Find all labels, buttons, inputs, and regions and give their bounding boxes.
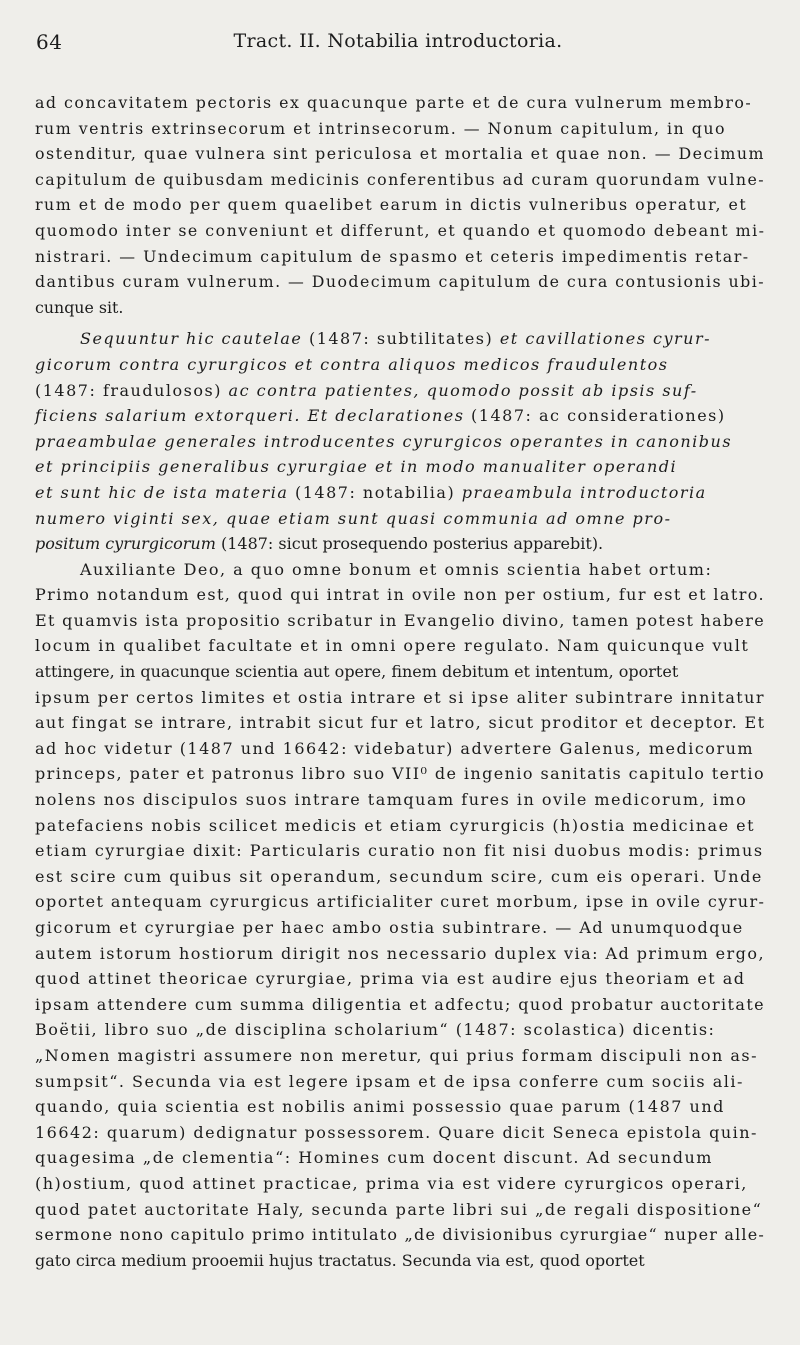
text-line: 16642: quarum) dedignatur possessorem. Quare dicit Seneca epistola quin- xyxy=(35,1122,758,1142)
paragraph-chapter-list xyxy=(35,90,765,320)
paragraph-sequuntur xyxy=(35,326,765,556)
text-line: quagesima „de clementia“: Homines cum docent discunt. Ad secundum xyxy=(35,1148,713,1168)
italic-span: Sequuntur hic cautelae xyxy=(80,329,303,349)
roman-span: (1487: ac considerationes) xyxy=(464,406,726,426)
text-line xyxy=(35,480,765,506)
roman-span: (1487: notabilia) xyxy=(288,482,462,502)
text-line xyxy=(35,403,765,429)
text-block xyxy=(35,90,765,1273)
text-line: attingere, in quacunque scientia aut opere, finem debitum et intentum, oportet xyxy=(35,662,679,682)
text-line: quod patet auctoritate Haly, secunda parte libri sui „de regali dispositione“ xyxy=(35,1199,763,1219)
text-line: quomodo inter se conveniunt et differunt, et quando et quomodo debeant mi- xyxy=(35,220,766,240)
text-line: gato circa medium prooemii hujus tractatus. Secunda via est, quod oportet xyxy=(35,1250,645,1270)
text-line: princeps, pater et patronus libro suo VII⁰ de ingenio sanitatis capitulo tertio xyxy=(35,764,766,784)
text-line: Boëtii, libro suo „de disciplina scholarium“ (1487: scolastica) dicentis: xyxy=(35,1020,716,1040)
italic-span: positum cyrurgicorum xyxy=(35,534,216,554)
text-line: gicorum et cyrurgiae per haec ambo ostia subintrare. — Ad unumquodque xyxy=(35,918,744,937)
text-line: Auxiliante Deo, a quo omne bonum et omnis scientia habet ortum: xyxy=(80,559,713,579)
text-line: quando, quia scientia est nobilis animi possessio quae parum (1487 und xyxy=(35,1097,725,1117)
paragraph-auxiliante xyxy=(35,557,765,1274)
page-number: 64 xyxy=(36,30,63,54)
italic-span: et sunt hic de ista materia xyxy=(35,482,289,502)
text-line: rum et de modo per quem quaelibet earum in dictis vulneribus operatur, et xyxy=(35,195,748,215)
text-line: capitulum de quibusdam medicinis conferentibus ad curam quorundam vulne- xyxy=(35,169,766,189)
running-title: Tract. II. Notabilia introductoria. xyxy=(233,30,563,52)
text-line: aut fingat se intrare, intrabit sicut fur et latro, sicut proditor et deceptor. Et xyxy=(35,713,766,733)
text-line: locum in qualibet facultate et in omni opere regulato. Nam quicunque vult xyxy=(35,636,750,656)
roman-span: (1487: sicut prosequendo posterius apparebit). xyxy=(215,534,604,554)
text-line: Et quamvis ista propositio scribatur in Evangelio divino, tamen potest habere xyxy=(35,610,766,630)
italic-span: ac contra patientes, quomodo possit ab ipsis suf- xyxy=(228,380,698,400)
text-line: patefaciens nobis scilicet medicis et etiam cyrurgicis (h)ostia medicinae et xyxy=(35,815,756,835)
text-line: sermone nono capitulo primo intitulato „de divisionibus cyrurgiae“ nuper alle- xyxy=(35,1225,765,1245)
text-line: sumpsit“. Secunda via est legere ipsam et de ipsa conferre cum sociis ali- xyxy=(35,1071,744,1091)
text-line xyxy=(35,326,765,352)
text-line: gicorum contra cyrurgicos et contra aliquos medicos fraudulentos xyxy=(35,354,669,374)
text-line: (h)ostium, quod attinet practicae, prima via est videre cyrurgicos operari, xyxy=(35,1173,748,1193)
text-line xyxy=(35,531,765,557)
text-line: ad hoc videtur (1487 und 16642: videbatur) advertere Galenus, medicorum xyxy=(35,738,755,758)
text-line: etiam cyrurgiae dixit: Particularis curatio non fit nisi duobus modis: primus xyxy=(35,841,764,861)
text-line: ipsam attendere cum summa diligentia et adfectu; quod probatur auctoritate xyxy=(35,994,766,1014)
text-line: numero viginti sex, quae etiam sunt quasi communia ad omne pro- xyxy=(35,508,672,528)
running-head xyxy=(36,30,760,60)
text-line: autem istorum hostiorum dirigit nos necessario duplex via: Ad primum ergo, xyxy=(35,943,765,963)
text-line: ad concavitatem pectoris ex quacunque parte et de cura vulnerum membro- xyxy=(35,93,753,112)
text-line: nolens nos discipulos suos intrare tamquam fures in ovile medicorum, imo xyxy=(35,790,748,810)
italic-span: et cavillationes cyrur- xyxy=(499,329,711,349)
text-line: dantibus curam vulnerum. — Duodecimum capitulum de cura contusionis ubi- xyxy=(35,272,766,292)
text-line: ostenditur, quae vulnera sint periculosa et mortalia et quae non. — Decimum xyxy=(35,144,765,164)
text-line: cunque sit. xyxy=(35,297,124,317)
italic-span: praeambula introductoria xyxy=(461,482,707,502)
text-line: „Nomen magistri assumere non meretur, qui prius formam discipuli non as- xyxy=(35,1045,759,1065)
text-line: praeambulae generales introducentes cyrurgicos operantes in canonibus xyxy=(35,431,733,451)
text-line xyxy=(35,378,765,404)
text-line: quod attinet theoricae cyrurgiae, prima via est audire ejus theoriam et ad xyxy=(35,969,746,989)
text-line: Primo notandum est, quod qui intrat in ovile non per ostium, fur est et latro. xyxy=(35,585,765,605)
italic-span: Et declarationes xyxy=(301,406,465,426)
roman-span: (1487: fraudulosos) xyxy=(35,380,229,400)
text-line: et principiis generalibus cyrurgiae et in modo manualiter operandi xyxy=(35,457,678,477)
text-line: oportet antequam cyrurgicus artificialiter curet morbum, ipse in ovile cyrur- xyxy=(35,892,766,912)
text-line: rum ventris extrinsecorum et intrinsecorum. — Nonum capitulum, in quo xyxy=(35,118,727,138)
text-line: ipsum per certos limites et ostia intrare et si ipse aliter subintrare innitatur xyxy=(35,687,765,707)
text-line: nistrari. — Undecimum capitulum de spasmo et ceteris impedimentis retar- xyxy=(35,246,750,266)
text-line: est scire cum quibus sit operandum, secundum scire, cum eis operari. Unde xyxy=(35,866,763,886)
italic-span: ficiens salarium extorqueri. xyxy=(35,406,301,426)
roman-span: (1487: subtilitates) xyxy=(302,329,500,349)
